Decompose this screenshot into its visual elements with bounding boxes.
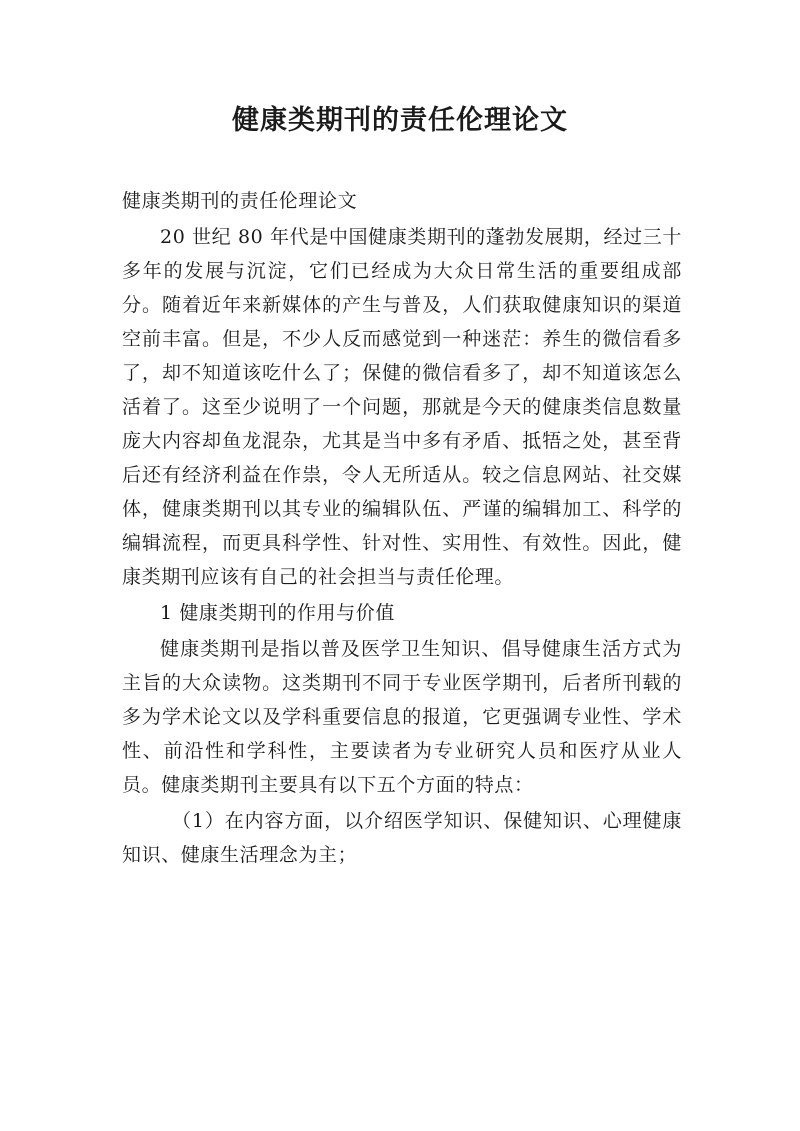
section-heading: 1 健康类期刊的作用与价值	[160, 602, 395, 624]
document-subtitle: 健康类期刊的责任伦理论文	[122, 190, 358, 212]
section-paragraph: 健康类期刊是指以普及医学卫生知识、倡导健康生活方式为主旨的大众读物。这类期刊不同于专业医学期刊，后者所刊载的多为学术论文以及学科重要信息的报道，它更强调专业性、学术性、前沿性和学科性，主要读者为专业研究人员和医疗从业人员。健康类期刊主要具有以下五个方面的特点：	[122, 638, 682, 796]
intro-paragraph: 20 世纪 80 年代是中国健康类期刊的蓬勃发展期，经过三十多年的发展与沉淀，它们已经成为大众日常生活的重要组成部分。随着近年来新媒体的产生与普及，人们获取健康知识的渠道空前丰富。但是，不少人反而感觉到一种迷茫：养生的微信看多了，却不知道该吃什么了；保健的微信看多了，却不知道该怎么活着了。这至少说明了一个问题，那就是今天的健康类信息数量庞大内容却鱼龙混杂，尤其是当中多有矛盾、抵牾之处，甚至背后还有经济利益在作祟，令人无所适从。较之信息网站、社交媒体，健康类期刊以其专业的编辑队伍、严谨的编辑加工、科学的编辑流程，而更具科学性、针对性、实用性、有效性。因此，健康类期刊应该有自己的社会担当与责任伦理。	[122, 226, 682, 588]
list-item: （1）在内容方面，以介绍医学知识、保健知识、心理健康知识、健康生活理念为主；	[122, 810, 682, 866]
document-body	[122, 184, 682, 874]
document-title: 健康类期刊的责任伦理论文	[232, 105, 568, 136]
